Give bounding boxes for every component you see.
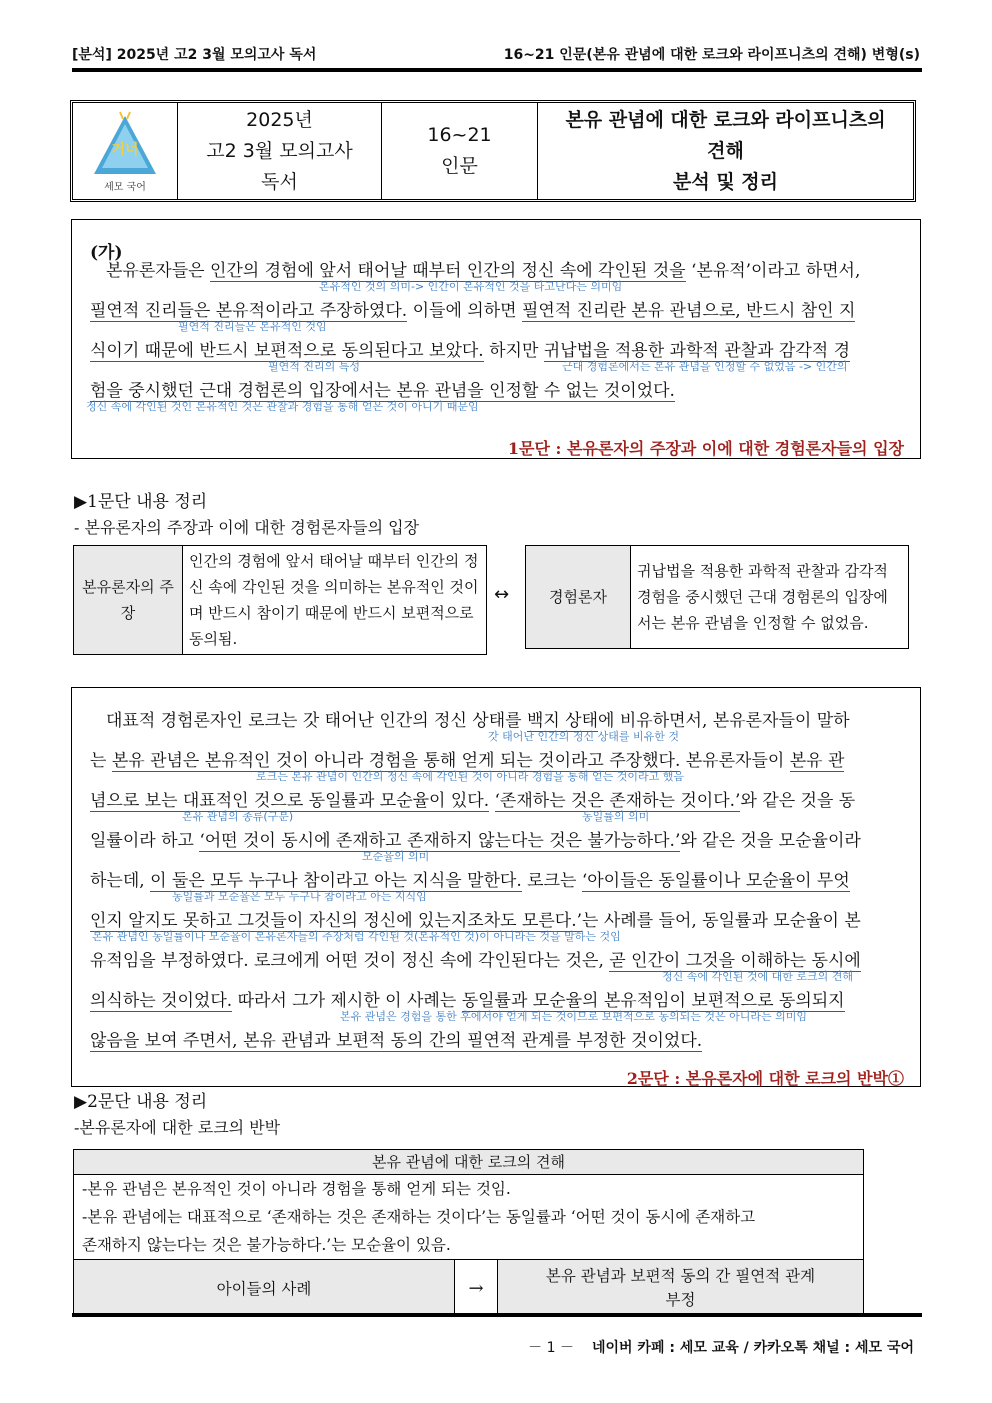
- semo-logo-icon: [90, 110, 160, 180]
- logo-cell: [73, 103, 178, 199]
- section-1-heading: ▶1문단 내용 정리: [74, 492, 208, 512]
- paragraph-2-summary: 2문단 : 본유론자에 대한 로크의 반박①: [626, 1069, 904, 1088]
- locke-view-row-2a: -본유 관념에는 대표적으로 ‘존재하는 것은 존재하는 것이다’는 동일률과 ‘어떤 것이 동시에 존재하고: [82, 1208, 756, 1226]
- annotation-note: 정신 속에 각인된 것인 본유적인 것은 관찰과 경험을 통해 얻은 것이 아니기 때문임: [86, 400, 479, 413]
- passage-2-line: 유적임을 부정하였다. 로크에게 어떤 것이 정신 속에 각인된다는 것은, 곧 인간이 그것을 이해하는 동시에: [90, 951, 861, 971]
- locke-view-bottom-row: [74, 1259, 863, 1316]
- negation-result-line-1: 본유 관념과 보편적 동의 간 필연적 관계: [545, 1267, 816, 1285]
- annotation-note: 필연적 진리의 특성: [268, 360, 361, 373]
- passage-1-line: 식이기 때문에 반드시 보편적으로 동의된다고 보았다. 하지만 귀납법을 적용한 과학적 관찰과 감각적 경: [90, 341, 850, 361]
- rationalist-claim-label: 본유론자의 주장: [74, 546, 183, 655]
- annotation-note: 필연적 진리들은 본유적인 것임: [178, 320, 327, 333]
- title-box: [70, 100, 916, 202]
- passage-2-line: 일률이라 하고 ‘어떤 것이 동시에 존재하고 존재하지 않는다는 것은 불가능하다.’와 같은 것을 모순율이라: [90, 831, 861, 851]
- paragraph-1-summary: 1문단 : 본유론자의 주장과 이에 대한 경험론자들의 입장: [507, 439, 904, 458]
- empiricist-text: 귀납법을 적용한 과학적 관찰과 감각적 경험을 중시했던 근대 경험론의 입장에서는 본유 관념을 인정할 수 없었음.: [631, 546, 909, 649]
- passage-2-line: 하는데, 이 둘은 모두 누구나 참이라고 아는 지식을 말한다. 로크는 ‘아이들은 동일률이나 모순율이 무엇: [90, 871, 850, 891]
- title-line-1: 본유 관념에 대한 로크와 라이프니츠의: [565, 108, 886, 131]
- logo-text: 세모 국어: [104, 181, 146, 193]
- passage-1-line: 필연적 진리들은 본유적이라고 주장하였다. 이들에 의하면 필연적 진리란 본유 관념으로, 반드시 참인 지: [90, 301, 856, 321]
- question-range: 16~21: [427, 124, 492, 146]
- svg-text:거너: 거너: [111, 141, 139, 158]
- title-line-2: 견해: [707, 139, 744, 162]
- passage-1-label: (가): [90, 243, 123, 263]
- header-right: 16~21 인문(본유 관념에 대한 로크와 라이프니츠의 견해) 변형(s): [503, 47, 920, 63]
- passage-1-line: 본유론자들은 인간의 경험에 앞서 태어날 때부터 인간의 정신 속에 각인된 것을 ‘본유적’이라고 하면서,: [106, 261, 861, 281]
- locke-view-table-title: 본유 관념에 대한 로크의 견해: [74, 1150, 863, 1175]
- empiricist-view-table-right: [525, 545, 909, 649]
- title-line-3: 분석 및 정리: [673, 170, 778, 193]
- exam-subject: 독서: [261, 170, 298, 193]
- locke-view-row-2b: 존재하지 않는다는 것은 불가능하다.’는 모순율이 있음.: [82, 1236, 451, 1254]
- double-arrow-icon: ↔: [494, 584, 510, 605]
- annotation-note: 본유 관념의 종류(구분): [182, 810, 294, 823]
- exam-year: 2025년: [246, 108, 313, 131]
- passage-2-line: 의식하는 것이었다. 따라서 그가 제시한 이 사례는 동일률과 모순율의 본유적임이 보편적으로 동의되지: [90, 991, 845, 1011]
- passage-2-line: 념으로 보는 대표적인 것으로 동일률과 모순율이 있다. ‘존재하는 것은 존재하는 것이다.’와 같은 것을 동: [90, 791, 856, 811]
- empiricist-view-table-left: [73, 545, 487, 655]
- category: 인문: [441, 155, 478, 177]
- annotation-note: 모순율의 의미: [362, 850, 430, 863]
- exam-cell: [178, 103, 382, 199]
- section-2-subheading: -본유론자에 대한 로크의 반박: [74, 1118, 281, 1137]
- passage-1-line: 험을 중시했던 근대 경험론의 입장에서는 본유 관념을 인정할 수 없는 것이었다.: [90, 381, 675, 401]
- annotation-note: 근대 경험론에서는 본유 관념을 인정할 수 없었음 -> 인간의: [562, 360, 848, 373]
- children-example-box: 아이들의 사례: [74, 1260, 455, 1316]
- passage-2-line: 는 본유 관념은 본유적인 것이 아니라 경험을 통해 얻게 되는 것이라고 주장했다. 본유론자들이 본유 관: [90, 751, 845, 771]
- empiricist-label: 경험론자: [526, 546, 631, 649]
- page-number: － 1 －: [528, 1340, 574, 1356]
- rationalist-claim-text: 인간의 경험에 앞서 태어날 때부터 인간의 정신 속에 각인된 것을 의미하는 본유적인 것이며 반드시 참이기 때문에 반드시 보편적으로 동의됨.: [183, 546, 487, 655]
- negation-result-box: [498, 1260, 863, 1316]
- annotation-note: 로크는 본유 관념이 인간의 정신 속에 각인된 것이 아니라 경험을 통해 얻는 것이라고 했음: [256, 770, 684, 783]
- footer-rule: [72, 1313, 922, 1317]
- annotation-note: 동일률과 모순율은 모두 누구나 참이라고 아는 지식임: [172, 890, 427, 903]
- header-rule: [72, 68, 922, 72]
- footer: [528, 1337, 914, 1357]
- passage-2-box: [71, 687, 921, 1087]
- title-cell: [538, 103, 913, 199]
- annotation-note: 본유적인 것의 의미-> 인간이 본유적인 것을 타고난다는 의미임: [319, 280, 623, 293]
- passage-2-line: 않음을 보여 주면서, 본유 관념과 보편적 동의 간의 필연적 관계를 부정한 것이었다.: [90, 1031, 703, 1051]
- locke-view-table: [73, 1149, 864, 1317]
- section-2-heading: ▶2문단 내용 정리: [74, 1092, 208, 1112]
- locke-view-row-1: -본유 관념은 본유적인 것이 아니라 경험을 통해 얻게 되는 것임.: [82, 1180, 511, 1198]
- passage-2-line: 인지 알지도 못하고 그것들이 자신의 정신에 있는지조차도 모른다.’는 사례를 들어, 동일률과 모순율이 본: [90, 911, 861, 931]
- passage-2-line: 대표적 경험론자인 로크는 갓 태어난 인간의 정신 상태를 백지 상태에 비유하면서, 본유론자들이 말하: [106, 711, 850, 731]
- annotation-note: 정신 속에 각인된 것에 대한 로크의 견해: [662, 970, 853, 983]
- negation-result-line-2: 부정: [665, 1291, 696, 1309]
- annotation-note: 본유 관념은 경험을 통한 후에서야 얻게 되는 것이므로 보편적으로 동의되는 것은 아니라는 의미임: [340, 1010, 807, 1023]
- header-left: [분석] 2025년 고2 3월 모의고사 독서: [72, 47, 317, 63]
- annotation-note: 동일률의 의미: [582, 810, 650, 823]
- section-1-subheading: - 본유론자의 주장과 이에 대한 경험론자들의 입장: [74, 518, 420, 537]
- range-cell: [382, 103, 538, 199]
- right-arrow-icon: →: [455, 1260, 498, 1316]
- footer-text: 네이버 카페 : 세모 교육 / 카카오톡 채널 : 세모 국어: [591, 1340, 914, 1356]
- passage-1-box: [71, 219, 921, 459]
- annotation-note: 갓 태어난 인간의 정신 상태를 비유한 것: [488, 730, 679, 743]
- exam-name: 고2 3월 모의고사: [206, 139, 353, 162]
- annotation-note: 본유 관념인 동일률이나 모순율이 본유론자들의 주장처럼 각인된 것(본유적인 것)이 아니라는 것을 말하는 것임: [92, 930, 621, 943]
